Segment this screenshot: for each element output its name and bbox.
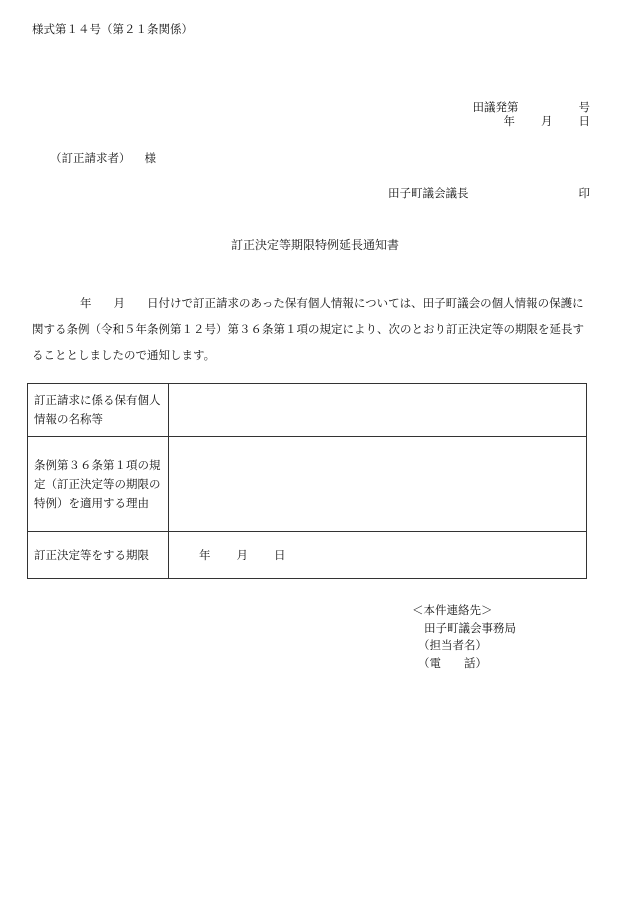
reason-value bbox=[169, 437, 587, 532]
table-row bbox=[28, 437, 587, 532]
issue-date-year: 年 bbox=[503, 114, 515, 128]
deadline-day: 日 bbox=[274, 548, 286, 562]
table-row bbox=[28, 532, 587, 579]
issue-date-day: 日 bbox=[578, 114, 590, 128]
row-label-reason: 条例第３６条第１項の規定（訂正決定等の期限の特例）を適用する理由 bbox=[28, 437, 169, 532]
recipient bbox=[50, 151, 156, 165]
info-name-value bbox=[169, 384, 587, 437]
contact-person: （担当者名） bbox=[418, 638, 487, 652]
contact-block bbox=[412, 602, 516, 672]
recipient-honorific: 様 bbox=[144, 151, 156, 165]
row-label-deadline: 訂正決定等をする期限 bbox=[28, 532, 169, 579]
seal-mark: 印 bbox=[578, 186, 590, 200]
body-text: 日付けで訂正請求のあった保有個人情報については、田子町議会の個人情報の保護に関する条例（令和５年条例第１２号）第３６条第１項の規定により、次のとおり訂正決定等の期限を延長することとしましたので通知します。 bbox=[32, 296, 584, 362]
contact-heading: ＜本件連絡先＞ bbox=[412, 603, 493, 617]
sender bbox=[388, 186, 590, 200]
deadline-value bbox=[169, 532, 587, 579]
form-id: 様式第１４号（第２１条関係） bbox=[32, 22, 193, 36]
contact-phone: （電 話） bbox=[418, 655, 487, 670]
issue-date-month: 月 bbox=[541, 114, 553, 128]
issue-date bbox=[473, 114, 591, 128]
doc-number-suffix: 号 bbox=[578, 100, 590, 114]
document-title: 訂正決定等期限特例延長通知書 bbox=[230, 238, 399, 252]
document-number-block bbox=[473, 100, 591, 128]
deadline-month: 月 bbox=[236, 548, 248, 562]
row-label-info-name: 訂正請求に係る保有個人情報の名称等 bbox=[28, 384, 169, 437]
details-table bbox=[27, 383, 587, 579]
contact-office: 田子町議会事務局 bbox=[424, 620, 516, 635]
body-year: 年 bbox=[80, 296, 92, 310]
deadline-year: 年 bbox=[199, 548, 211, 562]
doc-number-prefix: 田議発第 bbox=[472, 100, 519, 114]
table-row bbox=[28, 384, 587, 437]
sender-name: 田子町議会議長 bbox=[388, 186, 469, 200]
body-paragraph bbox=[32, 290, 588, 368]
recipient-name: （訂正請求者） bbox=[50, 151, 131, 165]
body-month: 月 bbox=[113, 296, 125, 310]
